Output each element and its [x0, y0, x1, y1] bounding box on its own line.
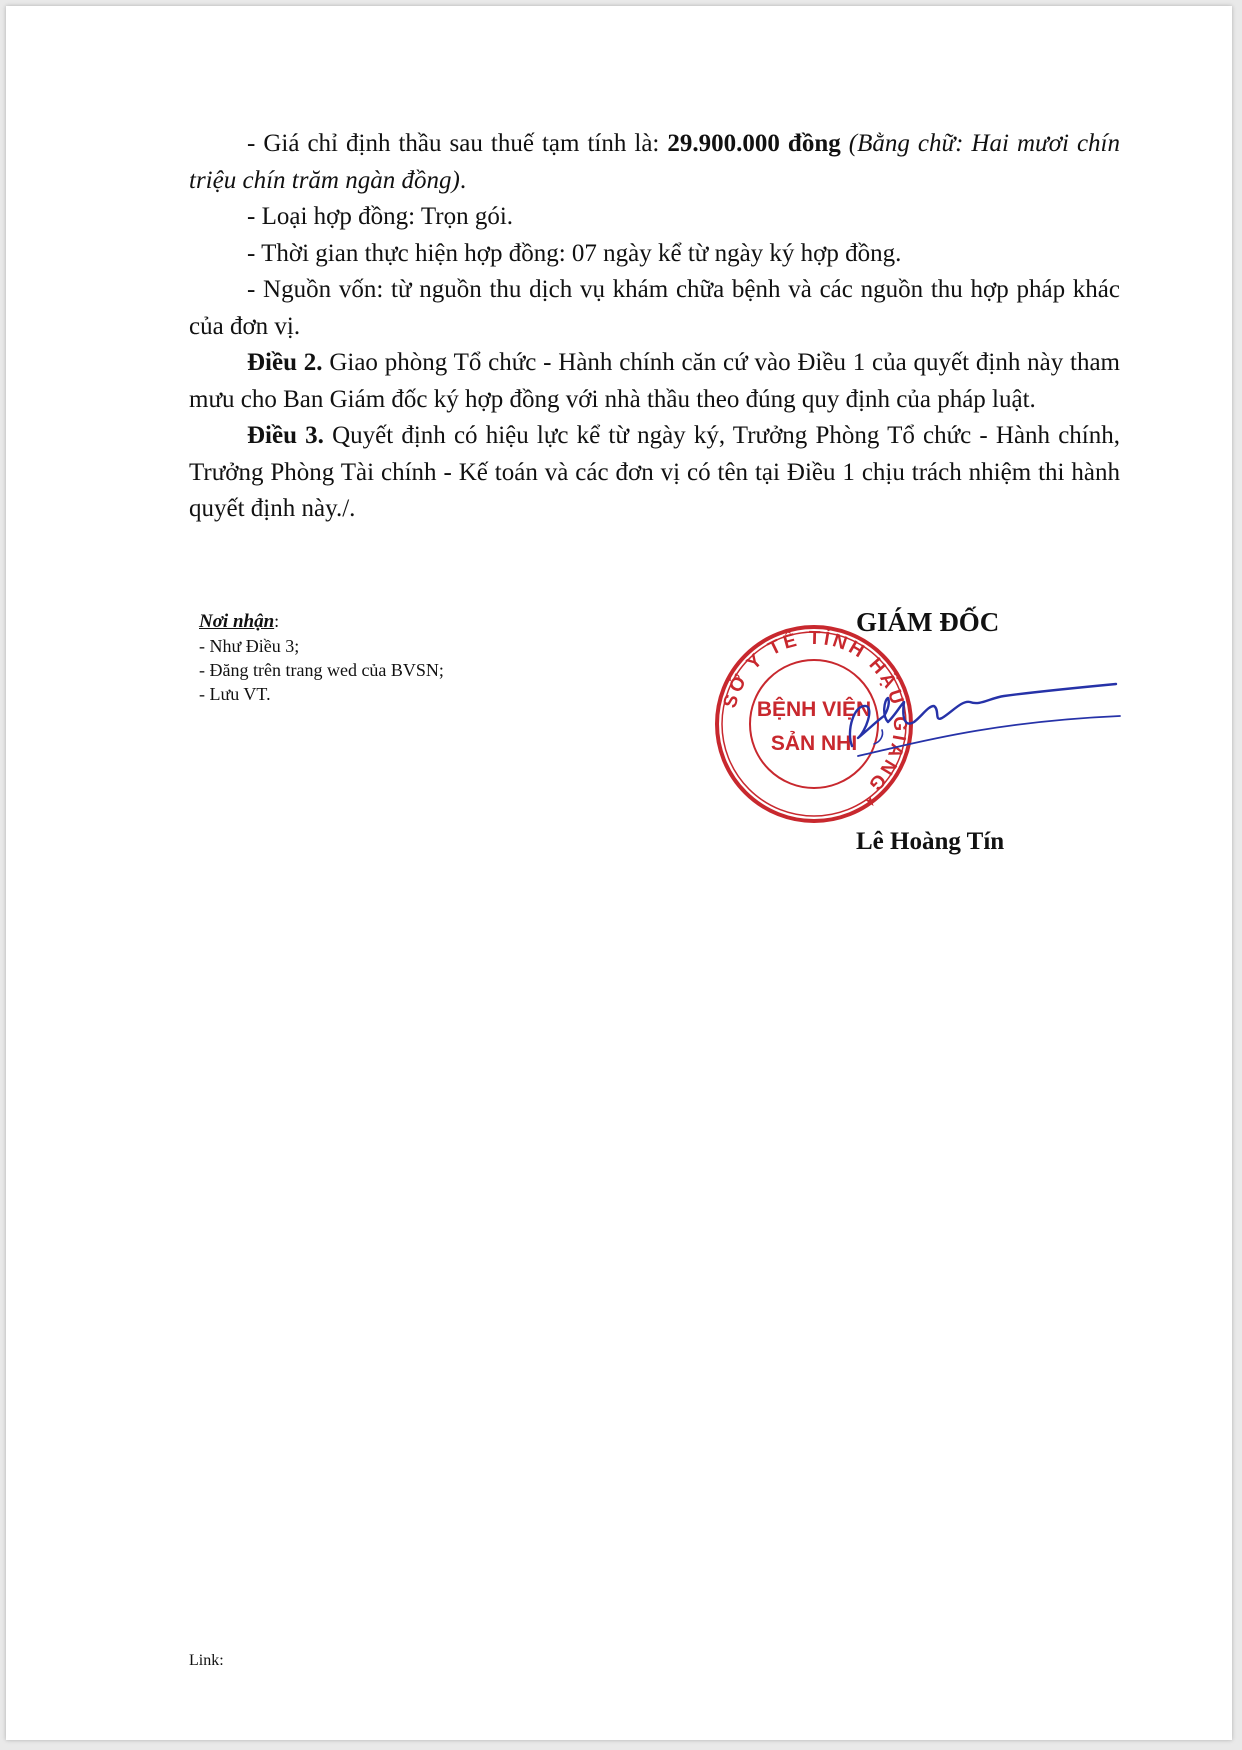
article-2-text: Giao phòng Tổ chức - Hành chính căn cứ vào Điều 1 của quyết định này tham mưu cho Ban Giám đốc ký hợp đồng với nhà thầu theo đúng quy định của pháp luật.: [189, 349, 1120, 413]
recipient-item: - Như Điều 3;: [199, 636, 300, 656]
price-paragraph: [189, 126, 1120, 199]
article-2: [189, 345, 1120, 418]
recipient-item: - Đăng trên trang wed của BVSN;: [199, 660, 444, 680]
recipient-item: - Lưu VT.: [199, 684, 271, 704]
stamp-line-2: SẢN NHI: [770, 732, 858, 755]
price-in-words: (Bằng chữ: Hai mươi chín triệu chín trăm ngàn đồng): [189, 130, 1120, 194]
footer-link-label: Link:: [189, 1652, 224, 1669]
signer-title: GIÁM ĐỐC: [856, 607, 1000, 637]
recipients-heading: [199, 611, 274, 632]
article-3-text: Quyết định có hiệu lực kể từ ngày ký, Trưởng Phòng Tổ chức - Hành chính, Trưởng Phòng Tài chính - Kế toán và các đơn vị có tên tại Điều 1 chịu trách nhiệm thi hành quyết định này./.: [189, 422, 1121, 522]
funding-source: - Nguồn vốn: từ nguồn thu dịch vụ khám chữa bệnh và các nguồn thu hợp pháp khác của đơn vị.: [189, 276, 1120, 340]
price-label: - Giá chỉ định thầu sau thuế tạm tính là:: [247, 130, 668, 157]
document-body: [189, 126, 1120, 528]
contract-type: - Loại hợp đồng: Trọn gói.: [247, 203, 514, 230]
recipients-heading-text: Nơi nhận: [199, 611, 275, 632]
article-2-label: Điều 2.: [247, 349, 323, 376]
signer-name: Lê Hoàng Tín: [856, 828, 1005, 855]
recipients-heading-line: [199, 609, 444, 634]
article-3-label: Điều 3.: [247, 422, 324, 449]
stamp-star-icon: ★: [864, 794, 877, 810]
recipients-colon: :: [274, 611, 280, 631]
handwritten-signature: [844, 676, 1124, 766]
stamp-line-1: BỆNH VIỆN: [756, 698, 872, 721]
price-amount: 29.900.000 đồng: [667, 130, 841, 157]
contract-duration: - Thời gian thực hiện hợp đồng: 07 ngày kể từ ngày ký hợp đồng.: [247, 239, 902, 267]
document-page: [6, 6, 1232, 1740]
recipients-block: [199, 609, 444, 706]
stamp-outer-text: SỞ Y TẾ TỈNH HẬU GIANG: [719, 627, 911, 797]
price-end: .: [459, 166, 467, 194]
article-3: [189, 418, 1120, 528]
